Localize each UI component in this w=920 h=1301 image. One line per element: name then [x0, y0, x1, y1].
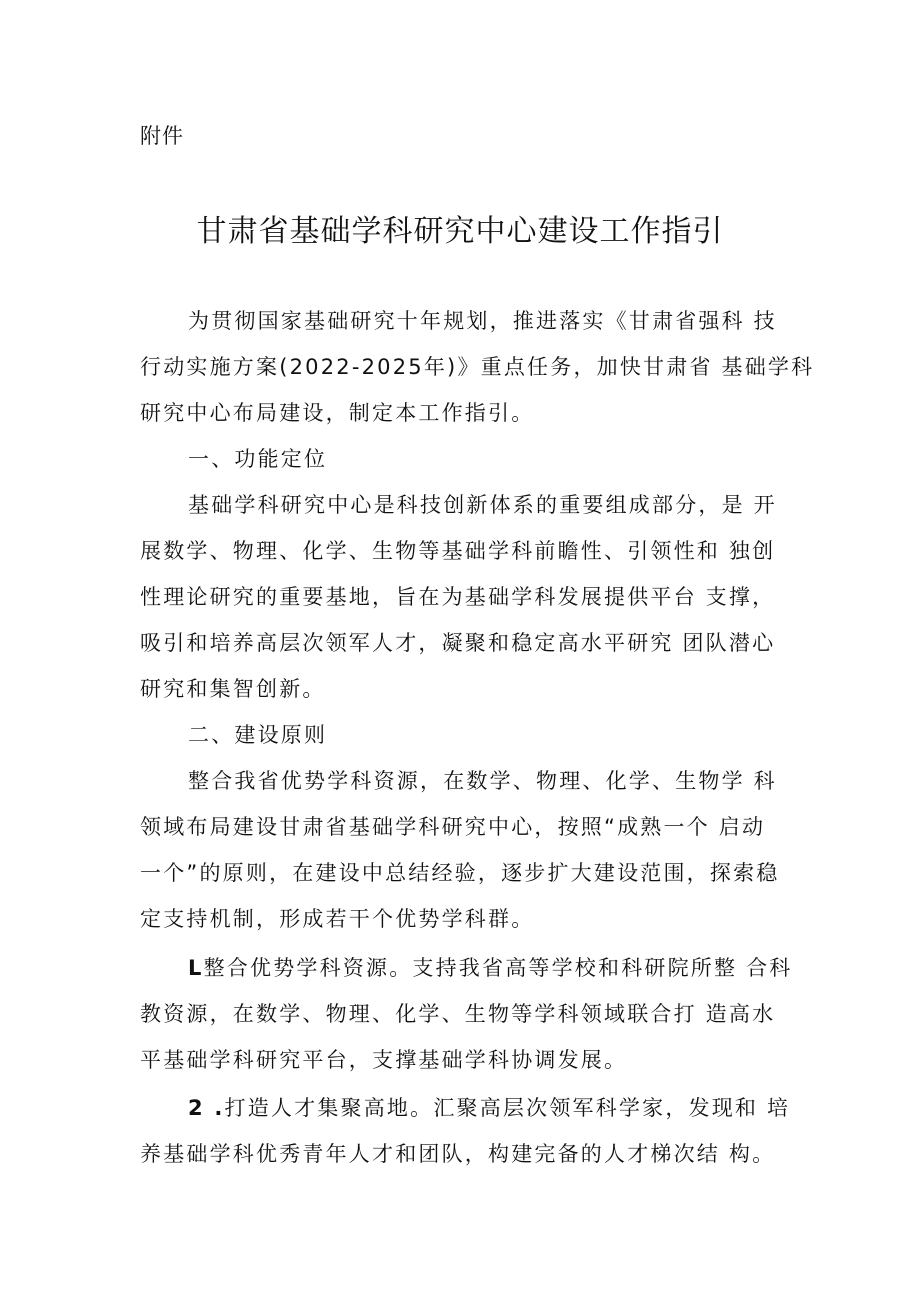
item-2-paragraph	[140, 1085, 790, 1177]
document-title: 甘肃省基础学科研究中心建设工作指引	[196, 214, 724, 249]
intro-line: 行动实施方案(2022-2025年)》重点任务，加快甘肃省 基础学科	[140, 355, 815, 379]
paragraph-line: 教资源，在数学、物理、化学、生物等学科领域联合打 造高水	[140, 1002, 776, 1026]
paragraph-line: 基础学科研究中心是科技创新体系的重要组成部分，是 开	[188, 493, 777, 517]
intro-paragraph	[140, 298, 814, 436]
paragraph-line: 整合我省优势学科资源，在数学、物理、化学、生物学 科	[188, 769, 777, 793]
item-1-paragraph	[140, 945, 792, 1083]
item-heading: 打造人才集聚高地。	[224, 1096, 434, 1120]
paragraph-line: 展数学、物理、化学、生物等基础学科前瞻性、引领性和 独创	[140, 539, 776, 563]
paragraph-line: 定支持机制，形成若干个优势学科群。	[140, 907, 535, 931]
item-number: 2 .	[188, 1096, 225, 1120]
function-paragraph	[140, 482, 777, 712]
paragraph-line: 吸引和培养高层次领军人才，凝聚和稳定高水平研究 团队潜心	[140, 631, 776, 655]
section-heading-function	[140, 436, 327, 482]
paragraph-line: 养基础学科优秀青年人才和团队，构建完备的人才梯次结 构。	[140, 1142, 776, 1166]
attachment-label: 附件	[140, 124, 184, 148]
intro-line: 研究中心布局建设，制定本工作指引。	[140, 401, 535, 425]
paragraph-line: 研究和集智创新。	[140, 677, 326, 701]
section-heading-principles	[140, 712, 327, 758]
item-text: 支持我省高等学校和科研院所整 合科	[412, 956, 793, 980]
paragraph-line: 平基础学科研究平台，支撑基础学科协调发展。	[140, 1048, 628, 1072]
paragraph-line: 一个”的原则，在建设中总结经验，逐步扩大建设范围，探索稳	[140, 861, 780, 885]
item-number: L	[188, 956, 204, 980]
intro-line: 为贯彻国家基础研究十年规划，推进落实《甘肃省强科 技	[188, 309, 777, 333]
paragraph-line: 领域布局建设甘肃省基础学科研究中心，按照“成熟一个 启动	[140, 815, 766, 839]
item-first-line	[140, 1085, 790, 1131]
principles-paragraph	[140, 758, 779, 942]
item-first-line	[140, 945, 792, 991]
item-heading: 整合优势学科资源。	[203, 956, 413, 980]
section-heading: 一、功能定位	[188, 447, 328, 471]
item-text: 汇聚高层次领军科学家，发现和 培	[433, 1096, 791, 1120]
section-heading: 二、建设原则	[188, 723, 328, 747]
paragraph-line: 性理论研究的重要基地，旨在为基础学科发展提供平台 支撑，	[140, 585, 776, 609]
